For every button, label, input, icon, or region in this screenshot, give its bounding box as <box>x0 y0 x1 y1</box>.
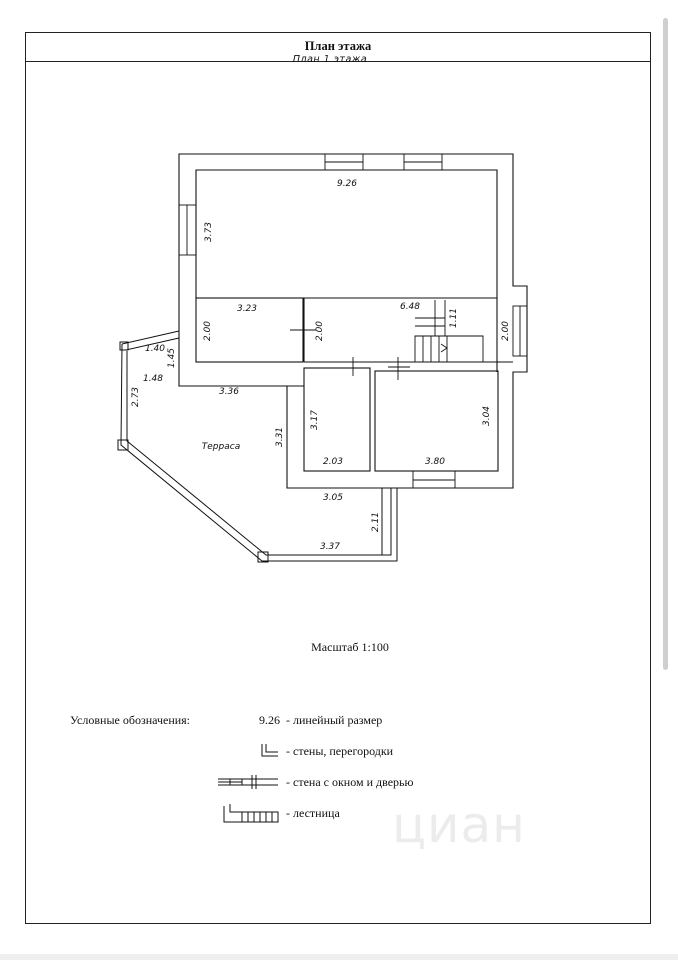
sheet-title: План этажа <box>26 33 650 62</box>
legend-desc: - лестница <box>286 806 340 820</box>
dim-label: 3.05 <box>322 493 344 503</box>
dim-label: 2.00 <box>501 320 511 342</box>
terrace-label: Терраса <box>201 442 241 452</box>
windows <box>179 154 527 488</box>
legend-desc: - линейный размер <box>286 713 383 727</box>
dim-label: 1.40 <box>144 344 166 354</box>
dim-label: 3.36 <box>218 387 240 397</box>
legend-row-window-door <box>200 771 500 793</box>
wall-window-door-icon <box>200 771 280 793</box>
legend-desc: - стены, перегородки <box>286 744 394 758</box>
dim-label: 3.80 <box>424 457 446 467</box>
dim-label: 3.73 <box>204 221 214 243</box>
dim-label: 2.73 <box>131 386 141 408</box>
dim-label: 2.00 <box>315 320 325 342</box>
legend-desc: - стена с окном и дверью <box>286 775 414 789</box>
dim-label: 3.31 <box>275 426 285 448</box>
legend-row-walls <box>200 740 500 762</box>
dim-label: 2.11 <box>371 511 381 533</box>
dim-label: 9.26 <box>336 179 358 189</box>
dim-label: 3.17 <box>310 409 320 431</box>
dim-label: 1.11 <box>449 307 459 329</box>
legend-title: Условные обозначения: <box>70 713 191 727</box>
walls-icon <box>200 740 280 762</box>
dim-label: 6.48 <box>399 302 421 312</box>
dim-label: 2.00 <box>203 320 213 342</box>
dim-label: 3.04 <box>482 405 492 427</box>
outer-wall <box>179 154 527 488</box>
dim-label: 2.03 <box>322 457 344 467</box>
dim-label: 3.37 <box>319 542 341 552</box>
terrace-railing <box>118 331 397 562</box>
watermark: циан <box>392 796 526 854</box>
stairs-icon <box>200 802 280 824</box>
dim-label: 1.45 <box>167 347 177 369</box>
dim-label: 1.48 <box>142 374 164 384</box>
floor-plan-title: План 1 этажа <box>292 54 368 65</box>
dim-label: 3.23 <box>236 304 258 314</box>
outer-wall-inner <box>196 170 497 298</box>
room-right <box>375 371 498 471</box>
scale-label: Масштаб 1:100 <box>311 640 389 654</box>
legend-dimension-sample: 9.26 <box>259 713 280 727</box>
legend-row-dimension <box>200 709 500 731</box>
